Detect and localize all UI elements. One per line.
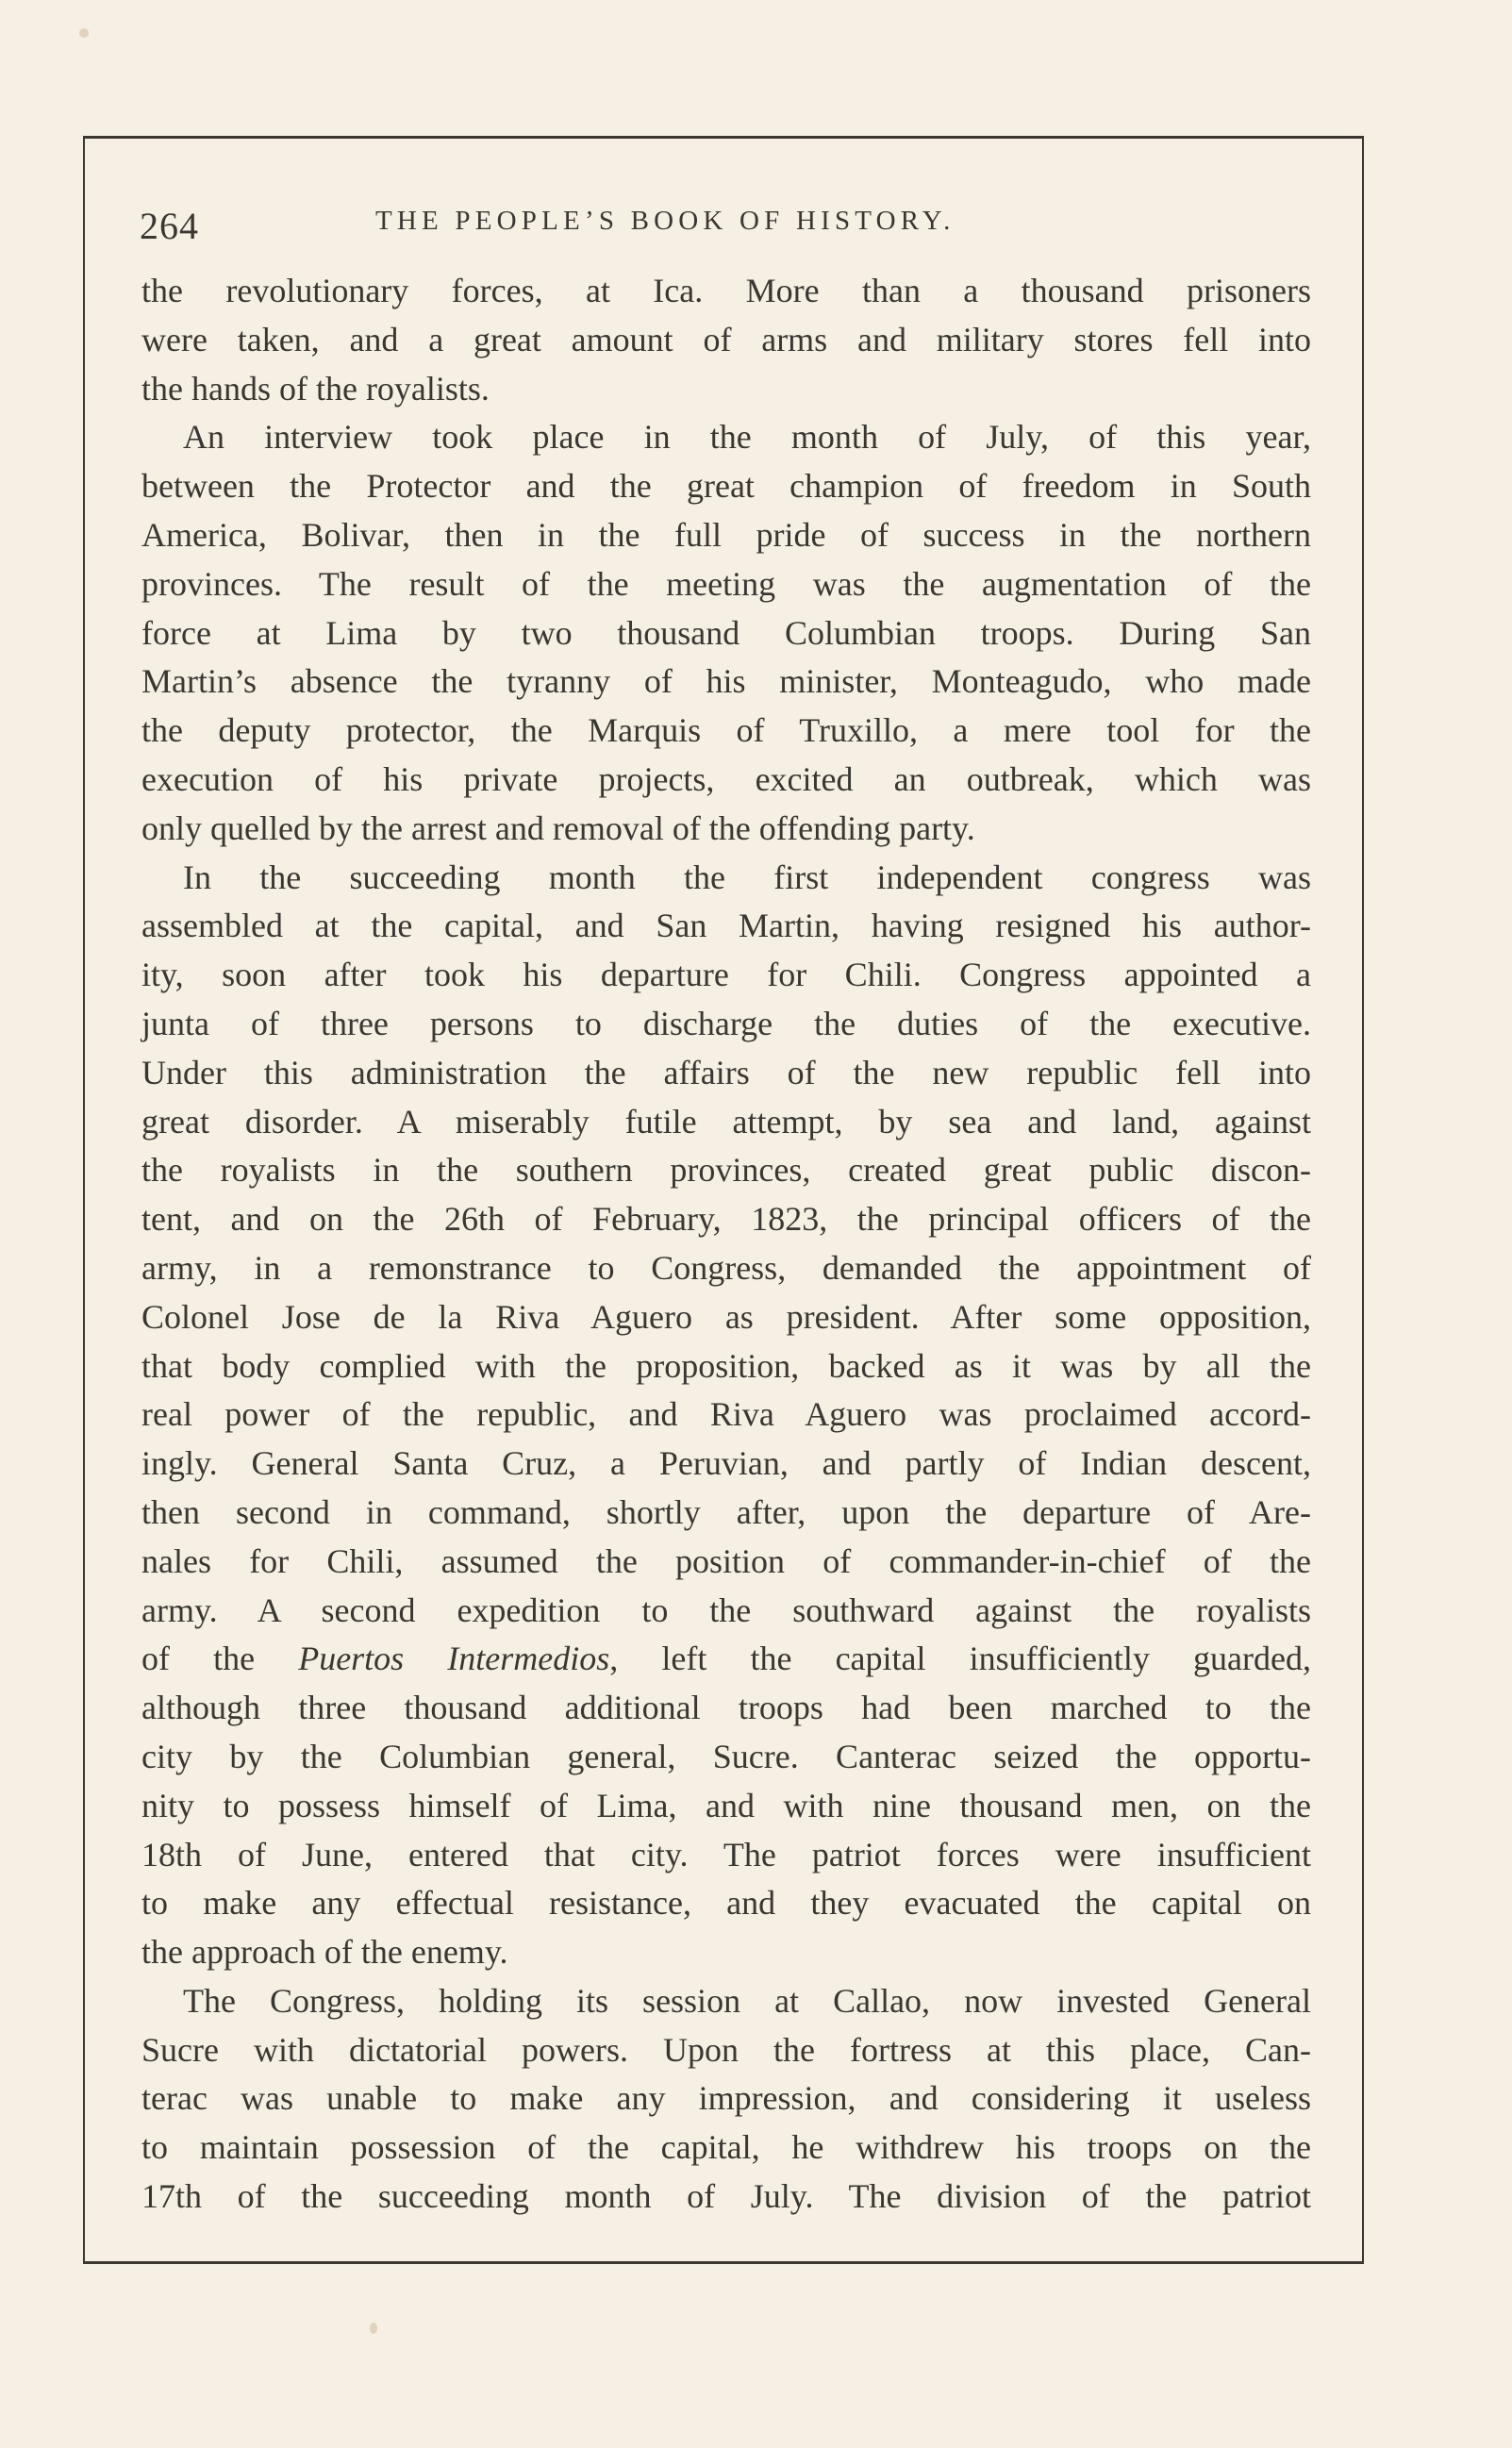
text-line <box>141 2026 1311 2075</box>
text-segment: real power of the republic, and Riva Aguero was proclaimed accord- <box>141 1395 1311 1434</box>
text-line <box>141 951 1311 1000</box>
text-line <box>141 609 1311 658</box>
text-line <box>141 2074 1311 2123</box>
text-segment: then second in command, shortly after, upon the departure of Are- <box>141 1492 1311 1531</box>
running-title: THE PEOPLE’S BOOK OF HISTORY. <box>375 206 955 236</box>
text-segment: Colonel Jose de la Riva Aguero as president. After some opposition, <box>141 1297 1311 1336</box>
text-line <box>141 1049 1311 1098</box>
text-segment: only quelled by the arrest and removal of the offending party. <box>141 808 975 847</box>
text-line <box>141 1635 1311 1684</box>
text-line <box>141 560 1311 609</box>
text-line <box>141 1782 1311 1831</box>
text-segment: 17th of the succeeding month of July. The division of the patriot <box>141 2177 1311 2216</box>
text-segment: great disorder. A miserably futile attempt, by sea and land, against <box>141 1102 1311 1141</box>
text-line <box>141 2123 1311 2173</box>
text-segment: force at Lima by two thousand Columbian troops. During San <box>141 613 1311 652</box>
text-segment: execution of his private projects, excited an outbreak, which was <box>141 759 1311 798</box>
text-segment: the approach of the enemy. <box>141 1933 508 1972</box>
text-segment: Sucre with dictatorial powers. Upon the fortress at this place, Can- <box>141 2030 1311 2069</box>
text-segment: the revolutionary forces, at Ica. More than a thousand prisoners <box>141 272 1311 309</box>
text-line <box>141 2173 1311 2222</box>
text-segment: provinces. The result of the meeting was the augmentation of the <box>141 564 1311 603</box>
text-segment: America, Bolivar, then in the full pride of success in the northern <box>141 515 1311 554</box>
text-line <box>141 413 1311 462</box>
running-head <box>140 200 1309 245</box>
text-line <box>141 1440 1311 1489</box>
italic-place-name: Puertos Intermedios <box>298 1640 610 1678</box>
text-line <box>141 1977 1311 2026</box>
text-segment: Under this administration the affairs of the new republic fell into <box>141 1053 1311 1091</box>
text-line <box>141 1684 1311 1733</box>
body-text <box>141 267 1311 2222</box>
text-line <box>141 1000 1311 1049</box>
text-line <box>141 902 1311 951</box>
text-line <box>141 511 1311 560</box>
text-line <box>141 805 1311 854</box>
text-line <box>141 1489 1311 1538</box>
text-line <box>141 462 1311 511</box>
text-segment: terac was unable to make any impression, and considering it useless <box>141 2079 1311 2118</box>
text-line <box>141 365 1311 414</box>
text-segment: The Congress, holding its session at Callao, now invested General <box>183 1981 1311 2020</box>
text-segment: An interview took place in the month of July, of this year, <box>183 418 1311 457</box>
text-segment: the hands of the royalists. <box>141 369 490 408</box>
text-segment: ingly. General Santa Cruz, a Peruvian, and partly of Indian descent, <box>141 1444 1311 1483</box>
text-segment: junta of three persons to discharge the duties of the executive. <box>141 1004 1311 1042</box>
text-segment: between the Protector and the great champion of freedom in South <box>141 467 1311 506</box>
text-line <box>141 756 1311 805</box>
text-line <box>141 1391 1311 1440</box>
paper-speck <box>370 2323 377 2334</box>
text-segment: ity, soon after took his departure for Chili. Congress appointed a <box>141 956 1311 994</box>
text-line <box>141 1733 1311 1782</box>
text-segment: to maintain possession of the capital, he withdrew his troops on the <box>141 2128 1311 2167</box>
text-line <box>141 316 1311 365</box>
text-line <box>141 1342 1311 1391</box>
text-segment: the royalists in the southern provinces, created great public discon- <box>141 1151 1311 1190</box>
text-segment: to make any effectual resistance, and they evacuated the capital on <box>141 1884 1311 1923</box>
text-line <box>141 1098 1311 1147</box>
text-segment: the deputy protector, the Marquis of Truxillo, a mere tool for the <box>141 711 1311 750</box>
text-segment: city by the Columbian general, Sucre. Canterac seized the opportu- <box>141 1737 1311 1775</box>
text-segment: Martin’s absence the tyranny of his minister, Monteagudo, who made <box>141 662 1311 701</box>
text-line <box>141 1293 1311 1342</box>
text-line <box>141 1195 1311 1244</box>
page-number: 264 <box>140 205 199 247</box>
text-line <box>141 1146 1311 1195</box>
text-segment: that body complied with the proposition, backed as it was by all the <box>141 1346 1311 1385</box>
text-segment: army, in a remonstrance to Congress, demanded the appointment of <box>141 1248 1311 1287</box>
text-line <box>141 707 1311 756</box>
text-line <box>141 854 1311 903</box>
text-line <box>141 1831 1311 1880</box>
text-line <box>141 1928 1311 1977</box>
text-line <box>141 267 1311 316</box>
text-segment: nity to possess himself of Lima, and with nine thousand men, on the <box>141 1786 1311 1824</box>
text-segment: although three thousand additional troops had been marched to the <box>141 1689 1311 1727</box>
text-segment: tent, and on the 26th of February, 1823, the principal officers of the <box>141 1200 1311 1239</box>
text-line <box>141 1538 1311 1587</box>
text-line <box>141 1244 1311 1293</box>
paper-speck <box>79 28 89 38</box>
text-segment: army. A second expedition to the southward against the royalists <box>141 1590 1311 1629</box>
text-segment: were taken, and a great amount of arms and military stores fell into <box>141 320 1311 358</box>
text-line <box>141 658 1311 707</box>
text-segment: nales for Chili, assumed the position of commander-in-chief of the <box>141 1541 1311 1580</box>
text-segment: assembled at the capital, and San Martin, having resigned his author- <box>141 907 1311 945</box>
text-line <box>141 1879 1311 1928</box>
text-segment: , left the capital insufficiently guarded, <box>609 1640 1311 1678</box>
text-segment: In the succeeding month the first independent congress was <box>183 858 1311 896</box>
text-line <box>141 1587 1311 1636</box>
text-segment: 18th of June, entered that city. The patriot forces were insufficient <box>141 1835 1311 1873</box>
text-segment: of the <box>141 1640 299 1678</box>
